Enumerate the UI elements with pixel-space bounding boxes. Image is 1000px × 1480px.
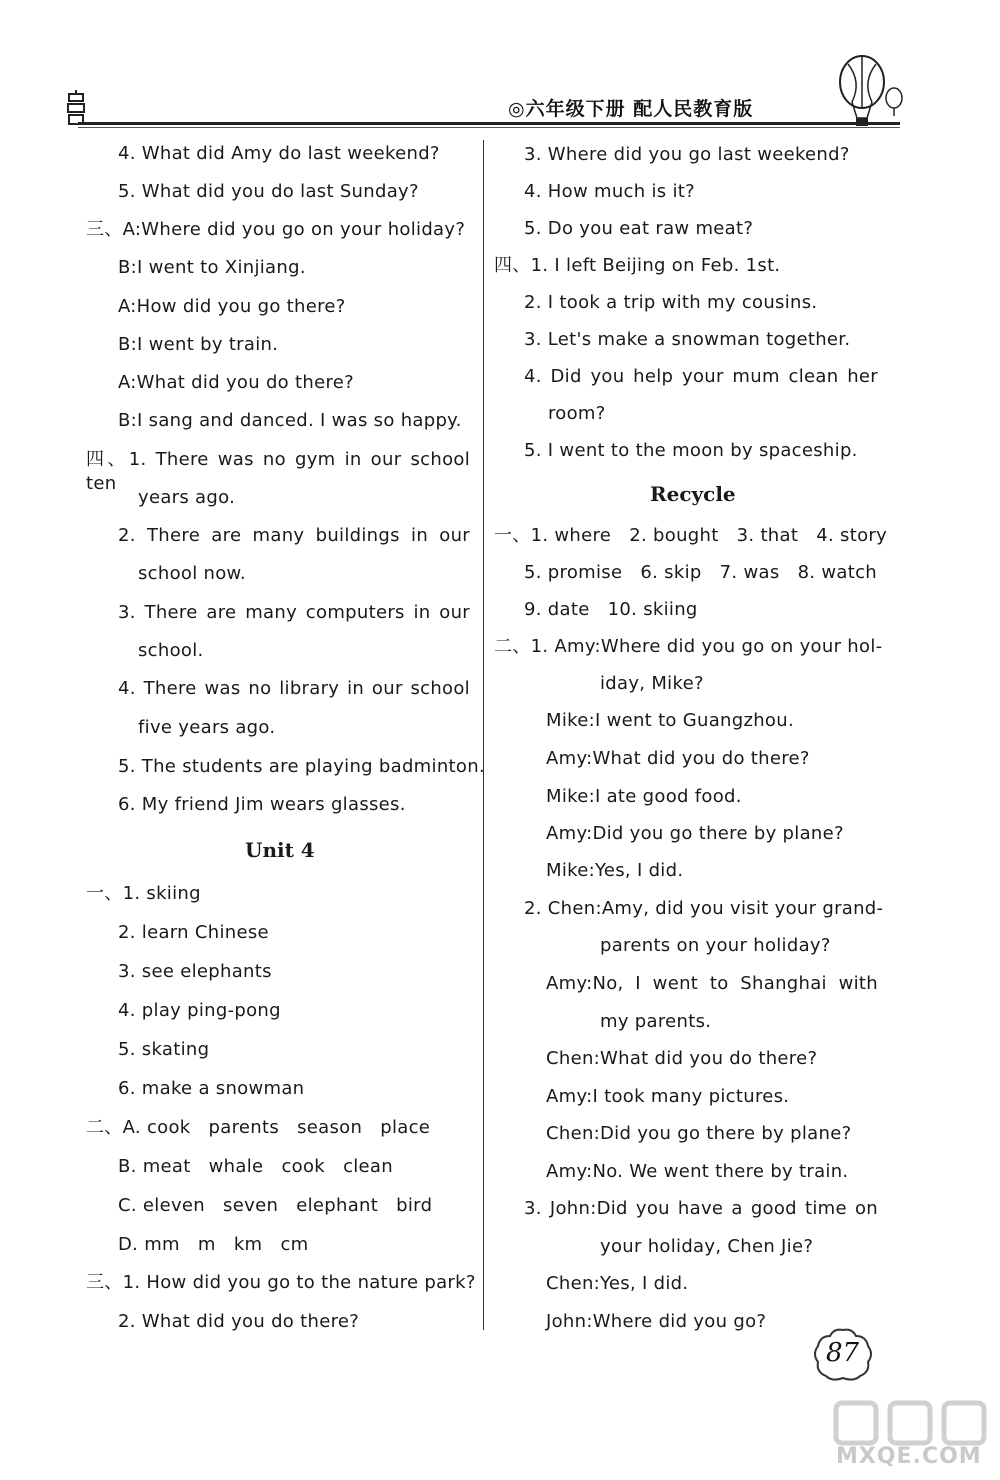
text-line: Chen:Did you go there by plane? xyxy=(546,1123,852,1144)
text-line: Amy:I took many pictures. xyxy=(546,1086,790,1107)
text-line: Amy:What did you do there? xyxy=(546,748,810,769)
text-line: 5. What did you do last Sunday? xyxy=(118,181,419,202)
text-line: 3. see elephants xyxy=(118,961,272,982)
text-line: 二、A. cook parents season place xyxy=(86,1117,431,1138)
section-heading-unit4: Unit 4 xyxy=(245,838,315,862)
text-line: school. xyxy=(138,640,204,661)
header-title: ◎六年级下册 配人民教育版 xyxy=(508,98,754,120)
text-line: A:What did you do there? xyxy=(118,372,354,393)
text-line: B. meat whale cook clean xyxy=(118,1156,393,1177)
text-line: 4. Did you help your mum clean her xyxy=(524,366,878,387)
text-line: Mike:I went to Guangzhou. xyxy=(546,710,794,731)
text-line: 3. There are many computers in our xyxy=(118,602,470,623)
text-line: Chen:Yes, I did. xyxy=(546,1273,689,1294)
text-line: 3. Let's make a snowman together. xyxy=(524,329,851,350)
text-line: Amy:No. We went there by train. xyxy=(546,1161,849,1182)
text-line: 5. I went to the moon by spaceship. xyxy=(524,440,858,461)
text-line: 5. skating xyxy=(118,1039,210,1060)
text-line: school now. xyxy=(138,563,246,584)
text-line: B:I went by train. xyxy=(118,334,279,355)
text-line: parents on your holiday? xyxy=(600,935,831,956)
text-line: A:How did you go there? xyxy=(118,296,346,317)
text-line: 三、1. How did you go to the nature park? xyxy=(86,1272,476,1293)
text-line: 3. John:Did you have a good time on xyxy=(524,1198,878,1219)
text-line: room? xyxy=(548,403,606,424)
text-line: 一、1. where 2. bought 3. that 4. story xyxy=(494,525,888,546)
text-line: 2. What did you do there? xyxy=(118,1311,360,1332)
text-line: Mike:I ate good food. xyxy=(546,786,742,807)
text-line: 4. There was no library in our school xyxy=(118,678,470,699)
column-divider xyxy=(483,140,484,1330)
text-line: 5. promise 6. skip 7. was 8. watch xyxy=(524,562,877,583)
text-line: 6. My friend Jim wears glasses. xyxy=(118,794,406,815)
text-line: your holiday, Chen Jie? xyxy=(600,1236,814,1257)
text-line: 5. The students are playing badminton. xyxy=(118,756,485,777)
text-line: 2. learn Chinese xyxy=(118,922,269,943)
text-line: John:Where did you go? xyxy=(546,1311,767,1332)
text-line: 一、1. skiing xyxy=(86,883,201,904)
text-line: B:I sang and danced. I was so happy. xyxy=(118,410,462,431)
header-rule xyxy=(78,122,900,125)
text-line: C. eleven seven elephant bird xyxy=(118,1195,433,1216)
hot-air-balloon-icon xyxy=(822,52,912,132)
text-line: 四、1. There was no gym in our school ten xyxy=(86,449,470,494)
text-line: 4. What did Amy do last weekend? xyxy=(118,143,440,164)
section-heading-recycle: Recycle xyxy=(650,482,736,506)
text-line: 四、1. I left Beijing on Feb. 1st. xyxy=(494,255,781,276)
text-line: 3. Where did you go last weekend? xyxy=(524,144,850,165)
text-line: 2. Chen:Amy, did you visit your grand- xyxy=(524,898,884,919)
page-number: 87 xyxy=(826,1338,860,1368)
text-line: Amy:No, I went to Shanghai with xyxy=(546,973,878,994)
text-line: years ago. xyxy=(138,487,236,508)
text-line: Amy:Did you go there by plane? xyxy=(546,823,844,844)
text-line: 5. Do you eat raw meat? xyxy=(524,218,754,239)
text-line: Mike:Yes, I did. xyxy=(546,860,684,881)
text-line: 6. make a snowman xyxy=(118,1078,305,1099)
text-line: 二、1. Amy:Where did you go on your hol- xyxy=(494,636,883,657)
header-rule-thin xyxy=(78,127,900,128)
text-line: Chen:What did you do there? xyxy=(546,1048,818,1069)
text-line: 9. date 10. skiing xyxy=(524,599,698,620)
watermark-text: MXQE.COM xyxy=(836,1444,982,1469)
text-line: five years ago. xyxy=(138,717,276,738)
text-line: iday, Mike? xyxy=(600,673,704,694)
text-line: 2. There are many buildings in our xyxy=(118,525,470,546)
text-line: 4. play ping-pong xyxy=(118,1000,281,1021)
text-line: my parents. xyxy=(600,1011,712,1032)
text-line: B:I went to Xinjiang. xyxy=(118,257,306,278)
text-line: 4. How much is it? xyxy=(524,181,695,202)
text-line: D. mm m km cm xyxy=(118,1234,309,1255)
text-line: 2. I took a trip with my cousins. xyxy=(524,292,818,313)
text-line: 三、A:Where did you go on your holiday? xyxy=(86,219,466,240)
